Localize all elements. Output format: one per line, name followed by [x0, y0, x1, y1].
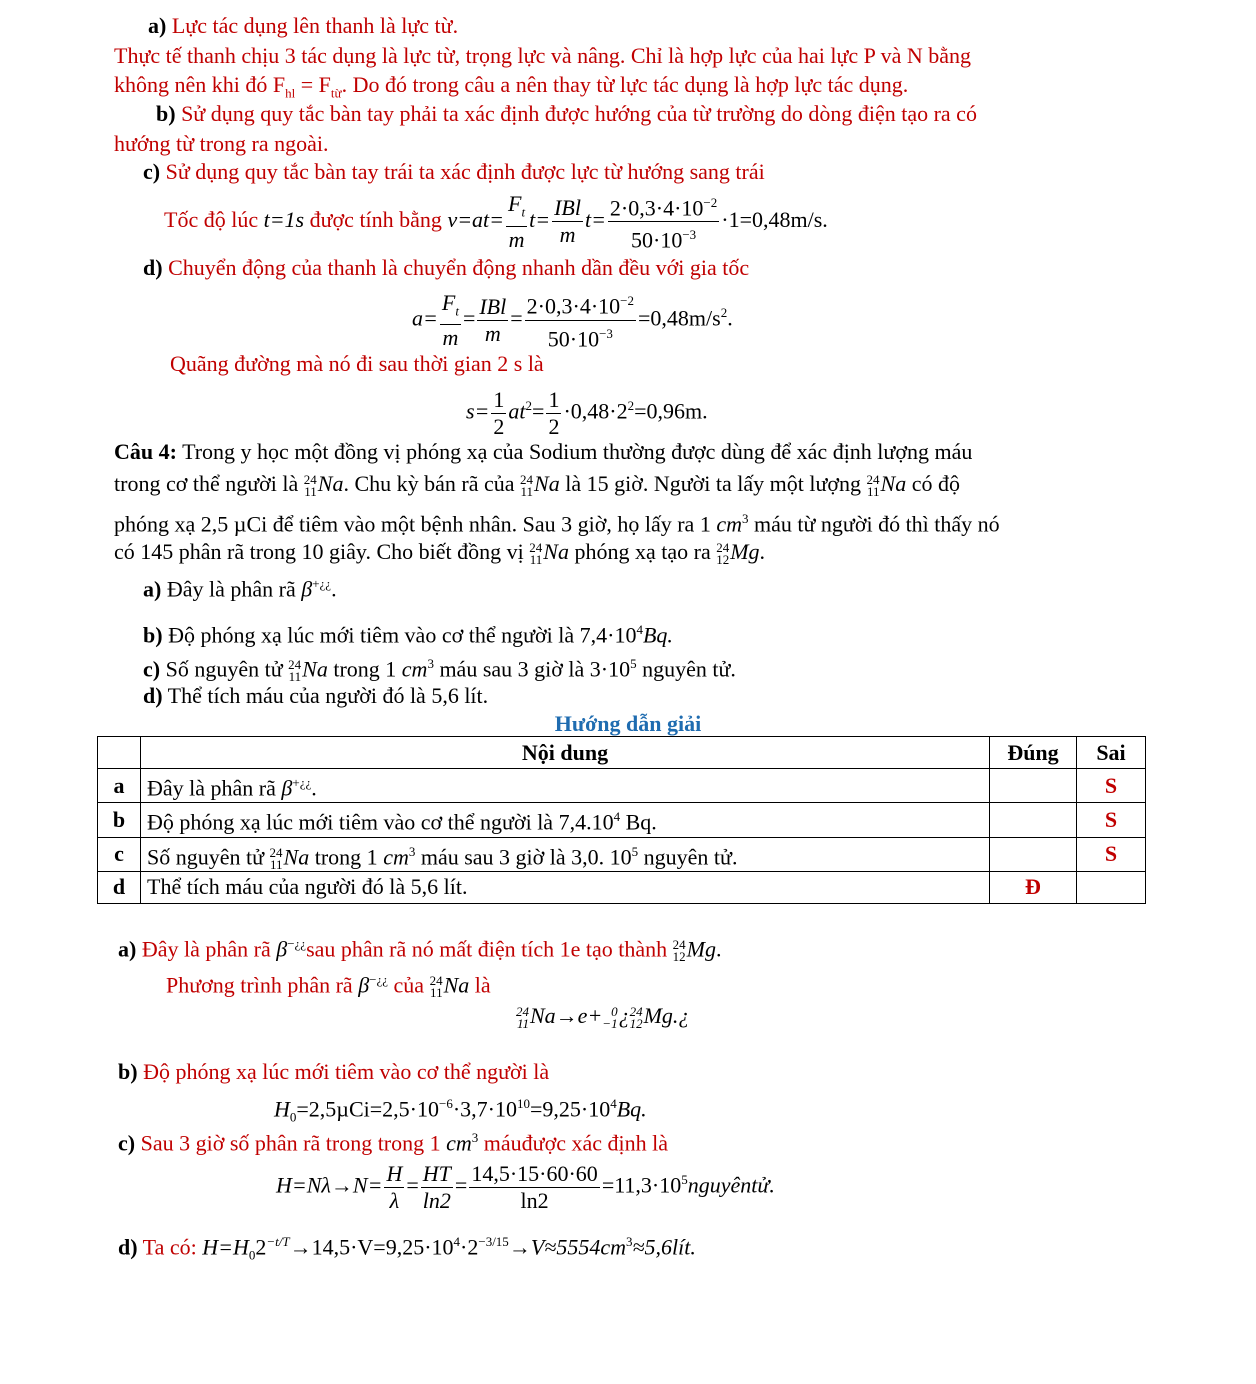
speed-t: t=1s: [263, 206, 305, 232]
na-symbol-2: Na: [534, 471, 560, 496]
na-z-4: 11: [529, 551, 543, 567]
f-sub-d: t: [455, 302, 459, 318]
sol-a-post: sau phân rã nó mất điện tích 1e tạo thành: [306, 936, 673, 962]
q4-text1: Trong y học một đồng vị phóng xạ của Sodium thường được dùng để xác định lượng máu: [182, 439, 973, 464]
b-eq-0: 0: [289, 1109, 297, 1125]
expl2-pre: không nên khi đó F: [114, 72, 286, 97]
row-content: Thể tích máu của người đó là 5,6 lít.: [141, 871, 990, 903]
row-c-exp: 5: [631, 843, 639, 859]
na-symbol: Na: [317, 471, 344, 496]
exp-m2-d: −2: [620, 293, 634, 309]
ibl-num-d: IBl: [479, 293, 507, 319]
cm-exp: 3: [741, 511, 749, 526]
beta-symbol: β: [301, 576, 313, 602]
q4-opt-c: [143, 650, 736, 683]
result-s2: =0,96m.: [634, 398, 708, 424]
na-symbol-3: Na: [880, 471, 907, 496]
row-c-post: nguyên tử.: [638, 843, 738, 869]
c-num: 14,5·15·60·60: [471, 1160, 598, 1186]
b-eq: =2,5µCi=2,5·10: [296, 1096, 439, 1122]
q4-l3-pre: phóng xạ 2,5 µCi để tiêm vào một bệnh nhân. Sau 3 giờ, họ lấy ra 1: [114, 511, 717, 537]
sol-mg: Mg: [686, 936, 716, 962]
b-exp2: 10: [517, 1096, 530, 1111]
sec-d-dist-text: Quãng đường mà nó đi sau thời gian 2 s là: [170, 351, 544, 376]
row-b-pre: Độ phóng xạ lúc mới tiêm vào cơ thể người là 7,4.10: [147, 809, 614, 835]
sec-b-label: b): [156, 101, 176, 126]
result-v: ·1=0,48m/s.: [721, 206, 828, 232]
sec-d-dist-eq: [466, 378, 708, 440]
sol-a-eq-text: [166, 966, 491, 999]
frac-ft-m: [506, 191, 527, 252]
sol-eq-beta: β: [358, 972, 370, 998]
d-exp2: 4: [453, 1234, 461, 1249]
q4-opt-d: [143, 682, 488, 710]
d-eq1: H=H: [202, 1234, 249, 1260]
opt-b-exp: 4: [636, 622, 643, 637]
b-exp3: 4: [610, 1096, 617, 1111]
opt-c-mid: trong 1: [327, 656, 402, 682]
na-a-2: 24: [520, 471, 534, 487]
sol-a-sup: −¿¿: [287, 936, 307, 951]
frac-numeric: [608, 190, 719, 254]
t-sym: t=: [529, 206, 551, 232]
frac-ibl-m-d: [477, 294, 508, 347]
opt-b-unit: Bq.: [642, 622, 673, 648]
row-c-cm: cm: [383, 843, 409, 869]
half-num-2: 1: [548, 386, 560, 412]
sol-d-label: d): [118, 1234, 138, 1260]
d-exp4: 3: [625, 1234, 633, 1249]
expl2-sub2: từ: [330, 85, 342, 101]
half-num-1: 1: [493, 386, 505, 412]
sol-na: Na: [443, 972, 470, 998]
row-a-sup: +¿¿: [292, 775, 312, 790]
d-eq2: →14,5·V=9,25·10: [289, 1234, 454, 1260]
header-content: Nội dung: [141, 737, 990, 769]
result-s-exp: 2: [627, 398, 635, 413]
opt-a-label: a): [143, 576, 162, 602]
sol-eq-la: là: [469, 972, 491, 998]
row-label: b: [98, 803, 141, 837]
expl2-post: . Do đó trong câu a nên thay từ lực tác dụng là hợp lực tác dụng.: [341, 72, 909, 97]
table-row: [98, 837, 1146, 871]
row-true-cell: Đ: [990, 871, 1077, 903]
row-c-pre: Số nguyên tử: [147, 843, 270, 869]
row-c-mid2: máu sau 3 giờ là 3,0. 10: [415, 843, 632, 869]
sec-a-line: [148, 12, 458, 40]
q4-l4-mid: phóng xạ tạo ra: [568, 539, 717, 564]
na-isotope-4: [529, 539, 543, 567]
b-eq3: =9,25·10: [530, 1096, 611, 1122]
sol-na-a: 24: [429, 973, 443, 989]
sol-a-end: .: [715, 936, 722, 962]
opt-c-post: nguyên tử.: [636, 656, 736, 682]
sol-d-line: [118, 1222, 696, 1276]
row-a-post: .: [311, 775, 317, 801]
frac-ft-m-d: [440, 290, 461, 351]
row-false-cell: S: [1077, 837, 1146, 871]
row-label: c: [98, 837, 141, 871]
den-m-d: m: [442, 324, 459, 350]
row-c-isotope: [269, 844, 283, 872]
na-isotope: [303, 471, 317, 499]
sol-c-post: máuđược xác định là: [478, 1130, 669, 1156]
expl2-mid: = F: [295, 72, 331, 97]
sec-a-expl1: Thực tế thanh chịu 3 tác dụng là lực từ, trọng lực và nâng. Chỉ là hợp lực của hai lực P và N bằng: [114, 43, 972, 68]
sol-c-cube: 3: [471, 1130, 479, 1145]
speed-mid: được tính bằng: [304, 206, 448, 232]
q4-line2: [114, 470, 960, 498]
na-z-3: 11: [867, 483, 880, 499]
reac-mid: ¿: [618, 1003, 630, 1028]
q4-opt-a: [143, 570, 337, 603]
eq-s: s=: [466, 398, 490, 424]
den-expr: 50·10: [631, 227, 683, 253]
f-sub: t: [521, 204, 526, 220]
den-expr-d: 50·10: [547, 326, 600, 352]
sol-eq-text: Phương trình phân rã: [166, 972, 359, 998]
na-z: 11: [304, 483, 317, 499]
eq-mid-s: =: [532, 398, 545, 424]
c-eq1: H=Nλ→N=: [276, 1172, 383, 1198]
row-true-cell: [990, 769, 1077, 803]
na-isotope-2: [520, 471, 534, 499]
table-header-row: [98, 737, 1146, 769]
row-b-unit: Bq.: [620, 809, 657, 835]
row-false-cell: S: [1077, 769, 1146, 803]
reac-mg-a: 24: [629, 1003, 643, 1019]
reac-end: Mg.¿: [643, 1003, 690, 1028]
table-row: [98, 803, 1146, 837]
sol-reaction: [516, 1002, 689, 1030]
result-s: ·0,48·2: [563, 398, 628, 424]
na-isotope-3: [866, 471, 880, 499]
mg-symbol: Mg: [730, 539, 760, 564]
ibl-den-d: m: [484, 320, 501, 346]
reac-mg-iso: [629, 1003, 643, 1031]
num-expr-d: 2·0,3·4·10: [526, 293, 621, 319]
q4-label: Câu 4:: [114, 439, 177, 464]
b-unit: Bq.: [616, 1096, 647, 1122]
na-a-3: 24: [866, 471, 880, 487]
c-eq-a: =: [406, 1172, 419, 1198]
sol-a-pre: Đây là phân rã: [141, 936, 277, 962]
c-res: =11,3·10: [601, 1172, 682, 1198]
q4-line1: [114, 438, 972, 466]
na-a-4: 24: [529, 539, 543, 555]
row-false-cell: S: [1077, 803, 1146, 837]
table-row: [98, 769, 1146, 803]
row-c-mid: trong 1: [309, 843, 384, 869]
sol-b-line: [118, 1058, 549, 1086]
exp-m2: −2: [703, 195, 718, 210]
den-m: m: [508, 226, 525, 252]
frac-numeric-d: [525, 288, 636, 352]
table-row: [98, 871, 1146, 903]
sol-b-text: Độ phóng xạ lúc mới tiêm vào cơ thể người là: [143, 1059, 550, 1084]
sol-mg-z: 12: [672, 949, 686, 965]
q4-line3: [114, 505, 1000, 538]
header-false: Sai: [1077, 737, 1146, 769]
row-c-z: 11: [270, 856, 283, 872]
ibl-den: m: [559, 222, 576, 248]
na-symbol-5: Na: [302, 656, 328, 682]
na-a-5: 24: [288, 657, 302, 673]
reac-main: Na→e+: [530, 1003, 603, 1028]
reac-na-iso: [516, 1003, 529, 1031]
row-a-pre: Đây là phân rã: [147, 775, 282, 801]
opt-b-val: 7,4·10: [579, 622, 637, 648]
d-eq4: →V≈5554cm: [508, 1234, 626, 1260]
num-expr: 2·0,3·4·10: [609, 195, 704, 221]
mg-isotope: [716, 539, 730, 567]
mg-a: 24: [716, 539, 730, 555]
b-exp1: −6: [439, 1096, 453, 1111]
sol-c-label: c): [118, 1130, 136, 1156]
q4-l3-post: máu từ người đó thì thấy nó: [748, 511, 1000, 537]
c-exp: 5: [681, 1172, 688, 1187]
row-true-cell: [990, 837, 1077, 871]
guide-title: Hướng dẫn giải: [554, 711, 702, 736]
result-a-exp: 2: [720, 305, 728, 320]
row-a-beta: β: [281, 775, 293, 801]
f-num: F: [508, 191, 522, 217]
speed-pre: Tốc độ lúc: [164, 206, 264, 232]
na-z-5: 11: [288, 669, 302, 685]
mg-z: 12: [716, 551, 730, 567]
sol-d-text: Ta có:: [142, 1234, 203, 1260]
sec-b-text1: Sử dụng quy tắc bàn tay phải ta xác định được hướng của từ trường do dòng điện tạo ra có: [181, 101, 977, 126]
header-true: Đúng: [990, 737, 1077, 769]
sol-na-z: 11: [430, 985, 443, 1001]
row-content: [141, 837, 990, 871]
t-sym-2: t=: [584, 206, 606, 232]
d-0: 0: [248, 1247, 256, 1263]
f-num-d: F: [441, 289, 456, 315]
na-a: 24: [303, 471, 317, 487]
at2: at: [508, 398, 526, 424]
na-isotope-5: [288, 659, 301, 683]
sec-d-label: d): [143, 255, 163, 280]
sol-mg-isotope: [673, 939, 686, 963]
row-true-cell: [990, 803, 1077, 837]
c-ln2-b: ln2: [520, 1187, 549, 1213]
reac-e-a: 0: [611, 1003, 618, 1019]
sol-mg-a: 24: [672, 937, 686, 953]
c-eq-b: =: [454, 1172, 468, 1198]
opt-c-exp: 5: [630, 656, 637, 671]
exp-m3-d: −3: [599, 325, 613, 341]
sol-eq-sup: −¿¿: [369, 972, 389, 987]
d-two: 2: [255, 1234, 267, 1260]
ibl-num: IBl: [554, 195, 581, 221]
sec-b-line1: [156, 100, 977, 128]
cm-exp-2: 3: [427, 656, 434, 671]
cm-unit: cm: [716, 511, 742, 537]
d-exp1: −t/T: [266, 1234, 290, 1249]
row-c-cube: 3: [408, 843, 416, 859]
sol-eq-of: của: [388, 972, 430, 998]
b-eq2: ·3,7·10: [452, 1096, 517, 1122]
frac-h-lambda: [384, 1161, 404, 1214]
opt-d-label: d): [143, 683, 163, 708]
sec-d-text1: Chuyển động của thanh là chuyển động nhanh dần đều với gia tốc: [168, 255, 750, 280]
sec-c-label: c): [143, 159, 161, 184]
opt-a-post: .: [331, 576, 337, 602]
cm-unit-2: cm: [401, 656, 428, 682]
expl2-sub1: hl: [285, 85, 296, 101]
sol-c-eq: [276, 1152, 775, 1214]
half-den-2: 2: [548, 413, 560, 439]
opt-b-text: Độ phóng xạ lúc mới tiêm vào cơ thể người là: [168, 622, 580, 648]
sec-d-line1: [143, 254, 749, 282]
frac-ibl-m: [552, 195, 583, 248]
header-blank: [98, 737, 141, 769]
sol-a-line: [118, 930, 721, 963]
d-eq5: ≈5,6lít.: [632, 1234, 696, 1260]
reac-na-a: 24: [516, 1003, 529, 1019]
sec-c-line1: [143, 158, 765, 186]
sol-b-label: b): [118, 1059, 138, 1084]
opt-c-val: 3·10: [589, 656, 631, 682]
q4-l2-pre: trong cơ thể người là: [114, 471, 304, 496]
opt-b-label: b): [143, 622, 163, 648]
sec-d-accel-eq: [412, 285, 733, 352]
half-den-1: 2: [493, 413, 505, 439]
reac-mg-z: 12: [629, 1015, 643, 1031]
na-z-2: 11: [520, 483, 534, 499]
q4-opt-b: [143, 616, 673, 649]
row-content: [141, 769, 990, 803]
c-ln2-a: ln2: [422, 1187, 451, 1213]
frac-half-1: [491, 387, 506, 440]
frac-half-2: [546, 387, 561, 440]
sec-c-speed: [164, 190, 828, 254]
c-ht: HT: [422, 1160, 451, 1186]
q4-l2-post: có độ: [906, 471, 960, 496]
at2-exp: 2: [525, 398, 533, 413]
eq-eq-2: =: [510, 305, 523, 331]
sec-c-text1: Sử dụng quy tắc bàn tay trái ta xác định được lực từ hướng sang trái: [165, 159, 765, 184]
q4-line4: [114, 538, 765, 566]
row-label: a: [98, 769, 141, 803]
sol-c-cm: cm: [446, 1130, 472, 1156]
answer-table: [97, 736, 1146, 904]
q4-l2-mid: . Chu kỳ bán rã của: [343, 471, 521, 496]
c-unit: nguyêntử.: [687, 1172, 775, 1198]
reac-e-z: −1: [602, 1015, 618, 1031]
exp-m3: −3: [682, 227, 697, 243]
opt-c-label: c): [143, 656, 161, 682]
eq-eq-1: =: [462, 305, 476, 331]
d-exp3: −3/15: [478, 1234, 509, 1249]
sol-a-label: a): [118, 936, 137, 962]
opt-c-pre: Số nguyên tử: [165, 656, 289, 682]
beta-plus: +¿¿: [312, 576, 332, 591]
result-a-dot: .: [727, 305, 733, 331]
sol-a-beta: β: [276, 936, 288, 962]
eq-a: a=: [412, 305, 438, 331]
row-b-exp: 4: [613, 809, 621, 825]
sec-a-label: a): [148, 13, 167, 38]
q4-l4-pre: có 145 phân rã trong 10 giây. Cho biết đồng vị: [114, 539, 530, 564]
frac-numeric-c: [469, 1161, 599, 1214]
row-false-cell: [1077, 871, 1146, 903]
d-eq3: ·2: [460, 1234, 479, 1260]
na-symbol-4: Na: [543, 539, 569, 564]
row-label: d: [98, 871, 141, 903]
result-a: =0,48m/s: [638, 305, 721, 331]
row-c-a: 24: [269, 844, 283, 860]
row-c-na: Na: [283, 843, 310, 869]
sol-c-pre: Sau 3 giờ số phân rã trong trong 1: [140, 1130, 447, 1156]
sec-b-line2: hướng từ trong ra ngoài.: [114, 131, 329, 156]
eq-v: v=at=: [447, 206, 505, 232]
row-content: [141, 803, 990, 837]
q4-l2-mid2: là 15 giờ. Người ta lấy một lượng: [559, 471, 867, 496]
c-h: H: [386, 1160, 403, 1186]
c-lam: λ: [389, 1187, 400, 1213]
b-eq-h: H: [274, 1096, 290, 1122]
opt-a-text: Đây là phân rã: [166, 576, 302, 602]
frac-ht-ln2: [421, 1161, 453, 1214]
opt-c-mid2: máu sau 3 giờ là: [433, 656, 590, 682]
reac-e-iso: [602, 1003, 618, 1031]
opt-d-text: Thể tích máu của người đó là 5,6 lít.: [167, 683, 489, 708]
sol-na-isotope: [430, 975, 443, 999]
q4-l4-post: .: [759, 539, 766, 564]
sec-a-text: Lực tác dụng lên thanh là lực từ.: [171, 13, 459, 38]
reac-na-z: 11: [516, 1015, 529, 1031]
